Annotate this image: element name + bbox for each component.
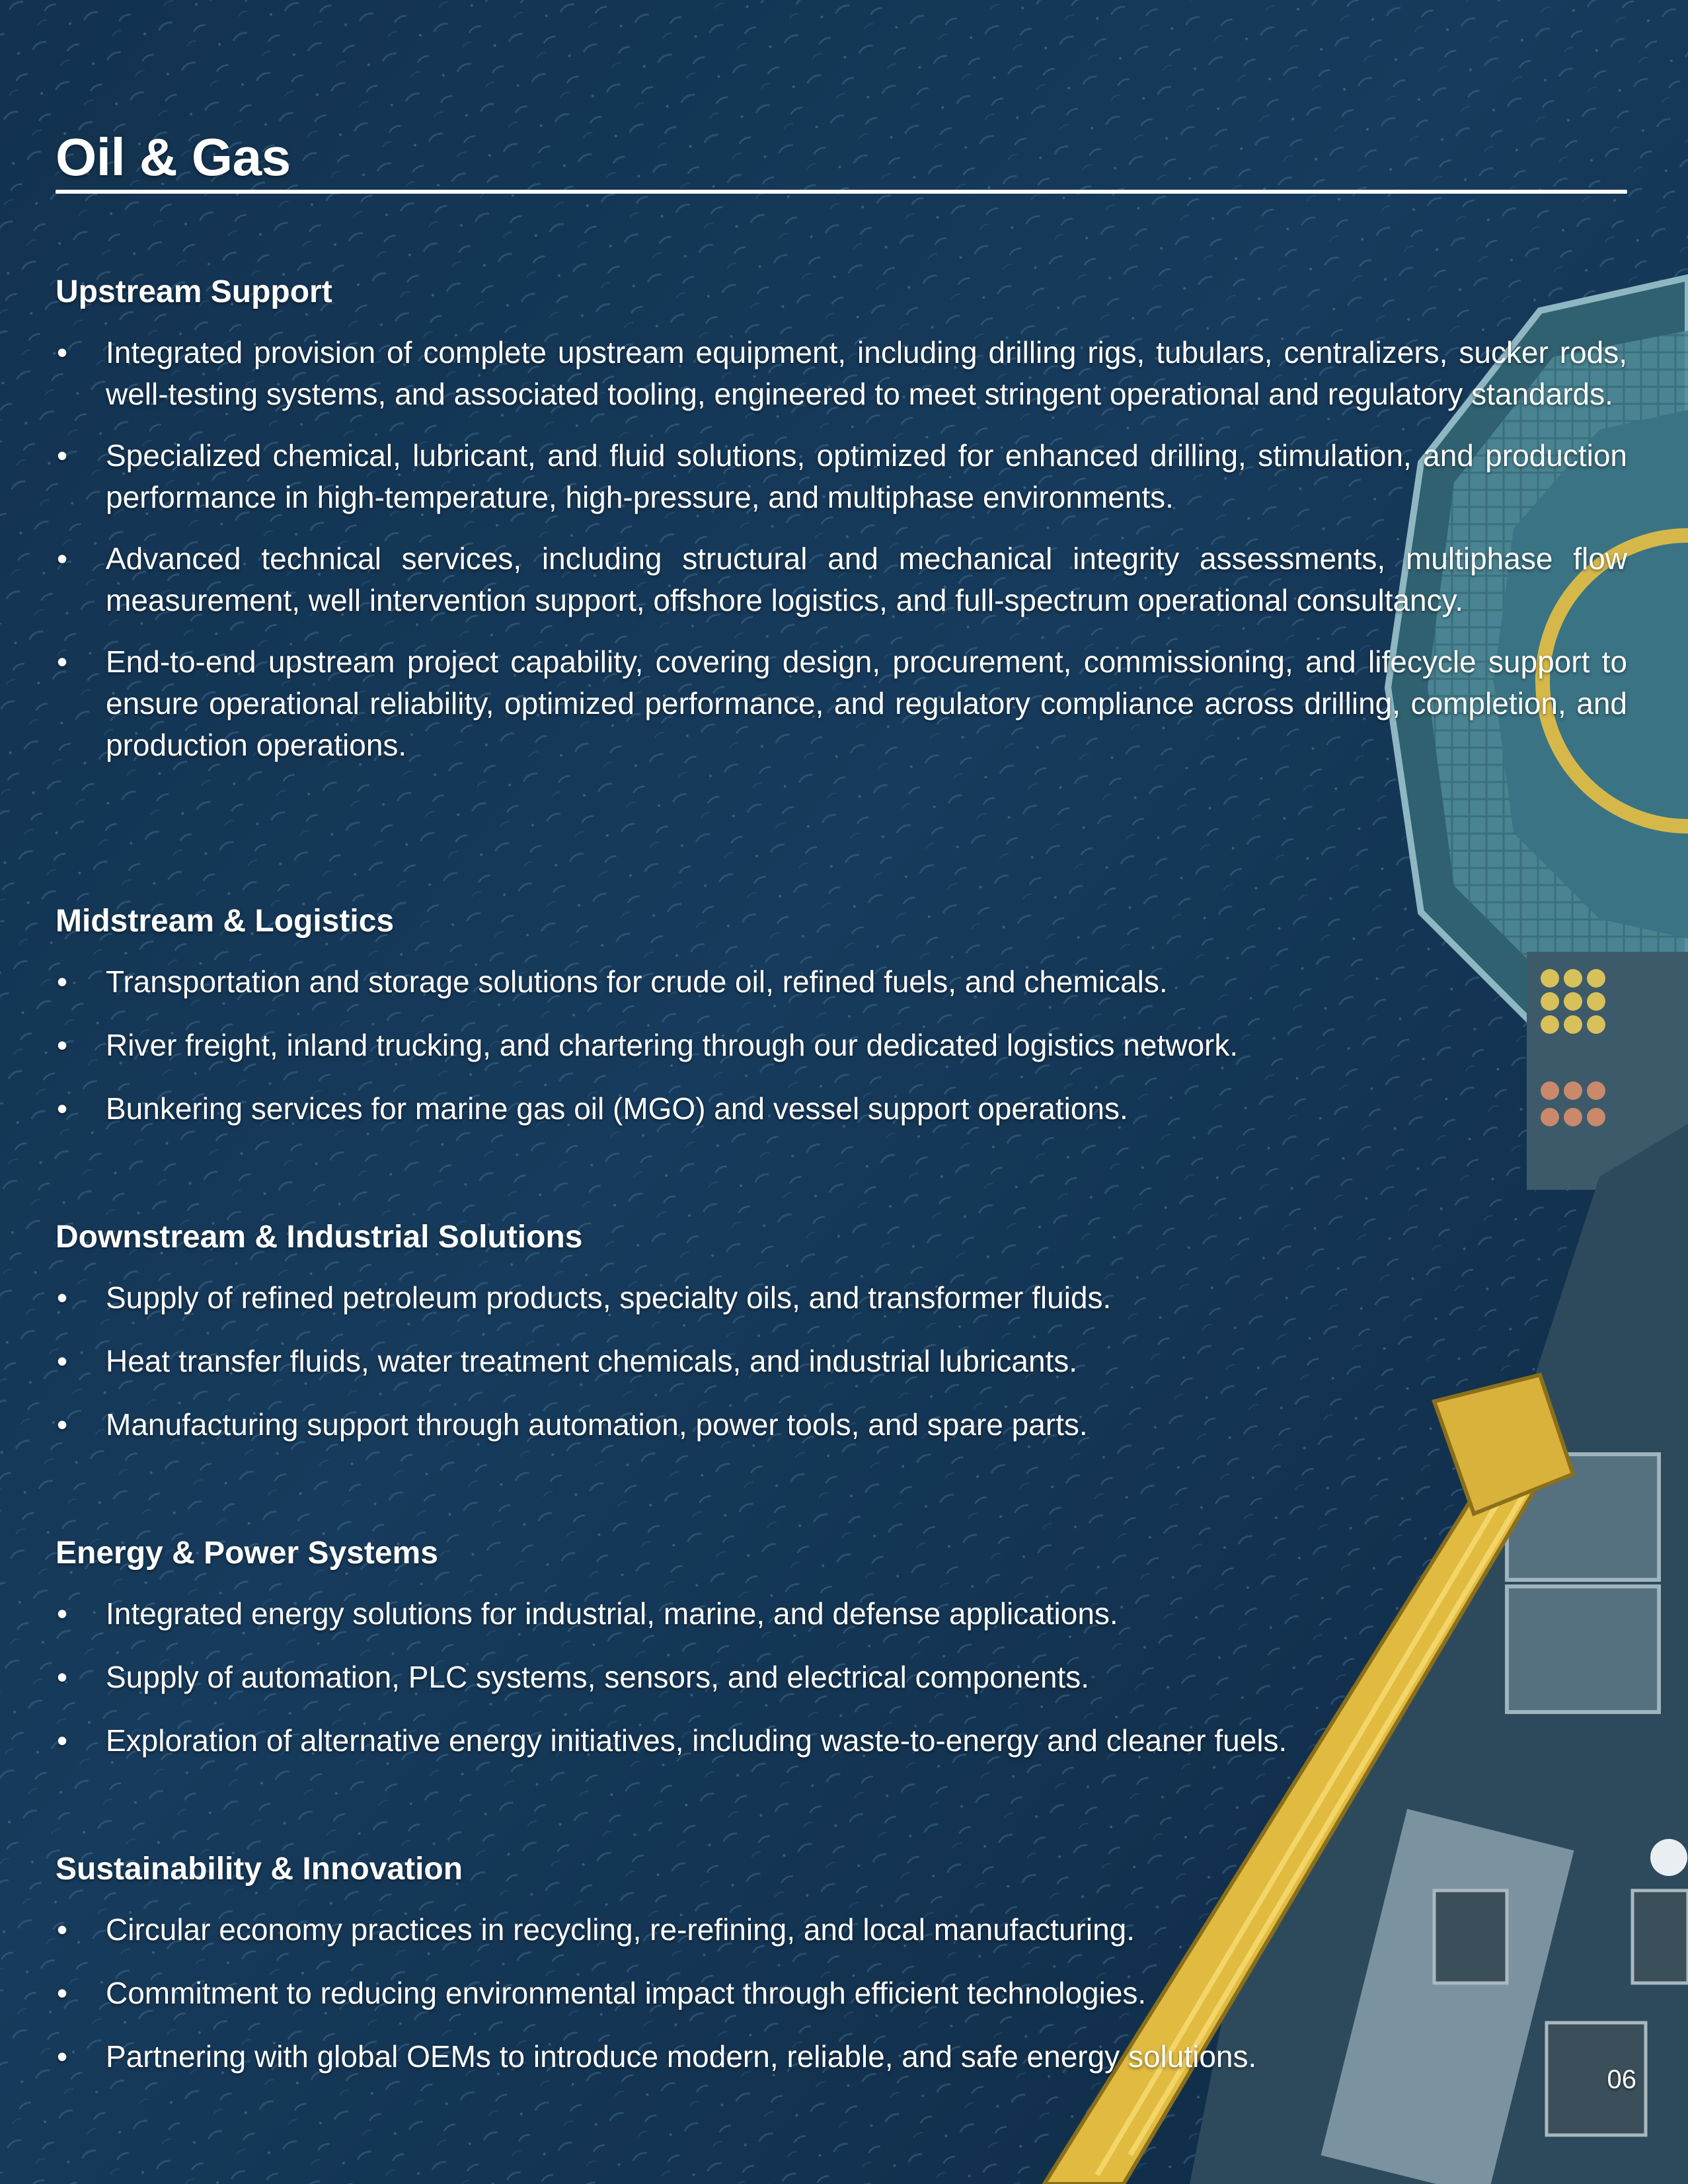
bullet-icon: • <box>57 2039 68 2074</box>
list-item <box>56 1404 1627 1446</box>
bullet-icon: • <box>57 1344 68 1378</box>
section-midstream-logistics <box>56 900 1627 1151</box>
title-divider <box>56 190 1627 194</box>
list-item-text: Transportation and storage solutions for crude oil, refined fuels, and chemicals. <box>106 964 1168 999</box>
bullet-list <box>56 1909 1627 2078</box>
bullet-list <box>56 1277 1627 1446</box>
section-heading: Midstream & Logistics <box>56 904 395 939</box>
list-item <box>56 332 1627 415</box>
list-item-text: Bunkering services for marine gas oil (MGO) and vessel support operations. <box>106 1091 1128 1126</box>
list-item-text: End-to-end upstream project capability, covering design, procurement, commissioning, and lifecycle support to ensure operational reliability, optimized performance, and regulatory compliance across drilling, completion, and production operations. <box>106 644 1627 762</box>
list-item-text: Commitment to reducing environmental impact through efficient technologies. <box>106 1976 1147 2010</box>
list-item <box>56 1088 1627 1130</box>
list-item-text: Advanced technical services, including structural and mechanical integrity assessments, multiphase flow measurement, well intervention support, offshore logistics, and full-spectrum operational consultancy. <box>106 541 1627 617</box>
section-heading: Energy & Power Systems <box>56 1536 438 1571</box>
list-item-text: Supply of refined petroleum products, specialty oils, and transformer fluids. <box>106 1280 1112 1315</box>
list-item-text: Supply of automation, PLC systems, sensors, and electrical components. <box>106 1660 1090 1694</box>
list-item <box>56 641 1627 766</box>
list-item <box>56 1277 1627 1319</box>
bullet-icon: • <box>57 1028 68 1062</box>
section-heading: Upstream Support <box>56 274 332 309</box>
bullet-list <box>56 332 1627 766</box>
list-item <box>56 1025 1627 1066</box>
bullet-icon: • <box>57 1407 68 1442</box>
section-energy-power <box>56 1532 1627 1783</box>
list-item <box>56 1341 1627 1382</box>
list-item <box>56 2036 1627 2078</box>
page-title: Oil & Gas <box>56 128 291 186</box>
list-item <box>56 961 1627 1003</box>
section-heading: Sustainability & Innovation <box>56 1852 463 1887</box>
bullet-icon: • <box>57 438 68 473</box>
bullet-icon: • <box>57 644 68 679</box>
bullet-icon: • <box>57 1976 68 2010</box>
list-item <box>56 1909 1627 1951</box>
list-item-text: Heat transfer fluids, water treatment chemicals, and industrial lubricants. <box>106 1344 1078 1378</box>
list-item-text: Circular economy practices in recycling, re-refining, and local manufacturing. <box>106 1912 1135 1947</box>
list-item <box>56 435 1627 518</box>
bullet-icon: • <box>57 1723 68 1758</box>
list-item <box>56 538 1627 621</box>
bullet-icon: • <box>57 1091 68 1126</box>
section-heading: Downstream & Industrial Solutions <box>56 1220 583 1255</box>
page-number: 06 <box>1607 2065 1636 2094</box>
section-upstream-support <box>56 271 1627 786</box>
list-item-text: Integrated provision of complete upstream equipment, including drilling rigs, tubulars, centralizers, sucker rods, well-testing systems, and associated tooling, engineered to meet stringent operational and regulatory standards. <box>106 335 1627 411</box>
bullet-icon: • <box>57 541 68 576</box>
bullet-icon: • <box>57 335 68 370</box>
list-item-text: Integrated energy solutions for industrial, marine, and defense applications. <box>106 1596 1118 1631</box>
bullet-icon: • <box>57 964 68 999</box>
list-item <box>56 1972 1627 2014</box>
section-downstream-industrial <box>56 1216 1627 1467</box>
bullet-icon: • <box>57 1280 68 1315</box>
list-item-text: Exploration of alternative energy initiatives, including waste-to-energy and cleaner fuels. <box>106 1723 1287 1758</box>
bullet-list <box>56 1593 1627 1762</box>
list-item <box>56 1593 1627 1635</box>
list-item <box>56 1657 1627 1698</box>
list-item <box>56 1720 1627 1762</box>
list-item-text: Partnering with global OEMs to introduce modern, reliable, and safe energy solutions. <box>106 2039 1257 2074</box>
list-item-text: Specialized chemical, lubricant, and fluid solutions, optimized for enhanced drilling, stimulation, and production performance in high-temperature, high-pressure, and multiphase environments. <box>106 438 1627 514</box>
bullet-icon: • <box>57 1912 68 1947</box>
section-sustainability-innovation <box>56 1848 1627 2099</box>
list-item-text: River freight, inland trucking, and chartering through our dedicated logistics network. <box>106 1028 1239 1062</box>
bullet-icon: • <box>57 1596 68 1631</box>
bullet-list <box>56 961 1627 1130</box>
bullet-icon: • <box>57 1660 68 1694</box>
list-item-text: Manufacturing support through automation, power tools, and spare parts. <box>106 1407 1088 1442</box>
